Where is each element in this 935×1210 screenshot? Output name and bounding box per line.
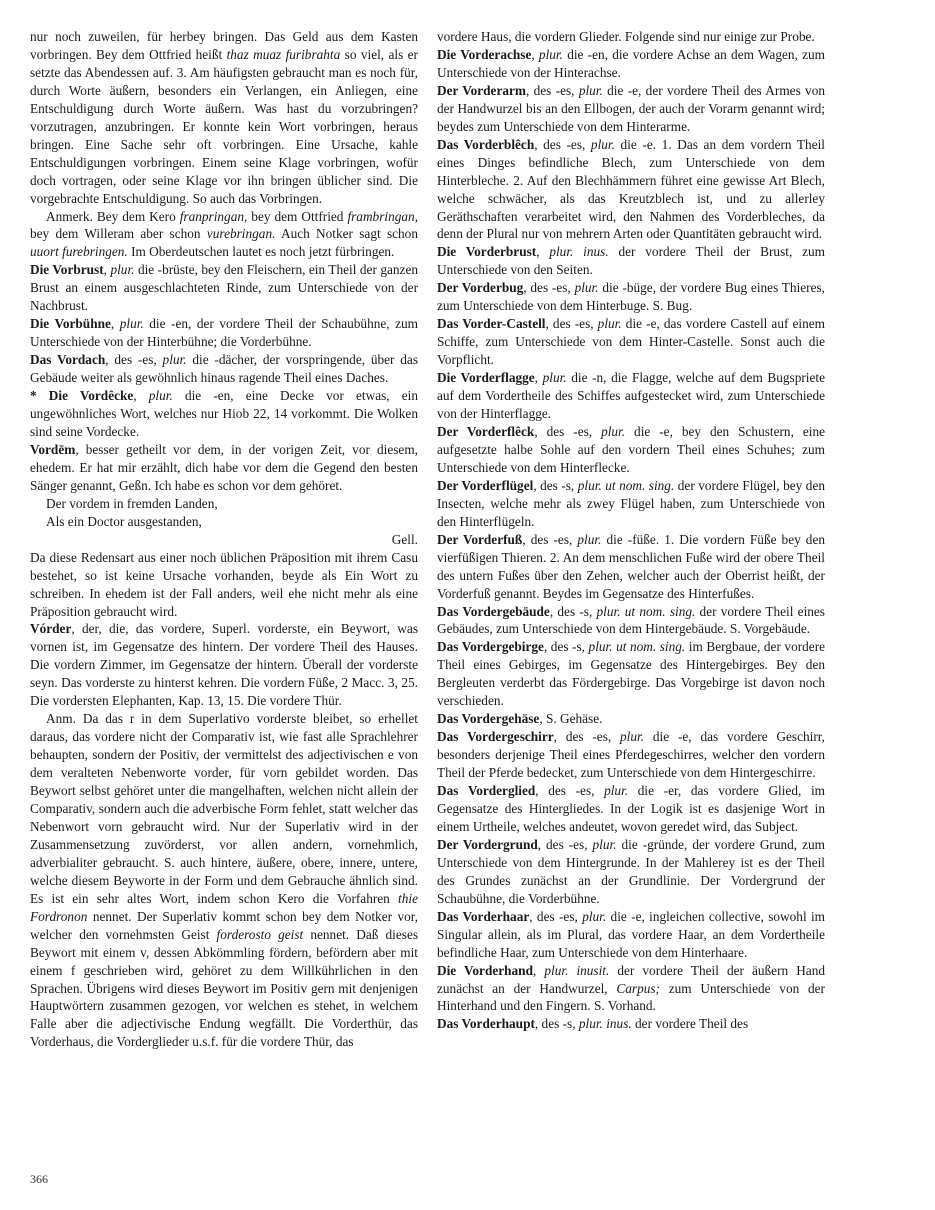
italic-term: plur. xyxy=(582,908,607,924)
entry-text: Gell. xyxy=(391,531,418,547)
italic-term: plur. xyxy=(538,46,563,62)
entry-text: Im Oberdeutschen lautet es noch jetzt fürbringen. xyxy=(127,244,395,260)
dictionary-entry xyxy=(437,279,825,315)
italic-term: plur. xyxy=(578,82,603,98)
entry-text: die -gründe, der vordere Grund, zum Unterschiede von dem Hintergrunde. In der Mahlerey ist es der Theil des Grundes zunächst an der Grundlinie. Der Vordergrund der Schaubühne, die Vorderbühne. xyxy=(437,836,825,906)
dictionary-entry xyxy=(437,243,825,279)
entry-text: , des -es, xyxy=(535,783,605,799)
entry-text: die -en, eine Decke vor etwas, ein ungewöhnliches Wort, welches nur Hiob 22, 14 vorkommt. Die Wolken sind seine Vordecke. xyxy=(30,388,418,439)
entry-text: so viel, als er setzte das Abendessen auf. 3. Am häufigsten gebraucht man es noch für, durch Worte äußern, besonders ein Verlangen, ein Anliegen, eine Entschuldigung durch Worte äußern. Was hast du vorzubringen? vorzutragen, anzubringen. Er konnte kein Wort vorbringen, heraus bringen. Eine Sache sehr oft vorbringen. Eine Ursache, kahle Entschuldigungen vorbringen. Einem seine Klage vorbringen, wofür doch vortragen, oder seine Klage vor ihn bringen üblicher sind. Die vorgebrachte Entschuldigung. So auch das Vorbringen. xyxy=(30,46,418,206)
italic-term: plur. xyxy=(119,316,144,332)
entry-headword: * Die Vordêcke xyxy=(30,388,134,404)
entry-text: , des -s, xyxy=(549,603,597,619)
italic-term: plur. xyxy=(577,531,602,547)
italic-term: franpringan, xyxy=(179,208,248,224)
paragraph xyxy=(30,208,418,262)
dictionary-entry xyxy=(437,962,825,1016)
entry-text: die -en, die vordere Achse an dem Wagen, zum Unterschiede von der Hinterachse. xyxy=(437,46,825,80)
entry-text: , des -es, xyxy=(526,82,579,98)
dictionary-entry xyxy=(437,369,825,423)
entry-text: im Bergbaue, der vordere Theil eines Gebirges, im Gegensatze des Hintergebirges. Bey den Bergleuten verderbt das Fördergebirge. Das Vorgebirge ist davon noch verschieden. xyxy=(437,639,826,709)
italic-term: frambringan, xyxy=(347,208,418,224)
entry-headword: Das Vorderglied xyxy=(437,783,536,799)
italic-term: plur. xyxy=(590,136,615,152)
entry-headword: Das Vorder-Castell xyxy=(437,316,546,332)
quote-attribution xyxy=(30,531,418,549)
entry-headword: Das Vordergehäse xyxy=(437,711,540,727)
italic-term: plur. ut nom. sing. xyxy=(596,603,696,619)
italic-term: uuort furebringen. xyxy=(30,244,128,260)
paragraph xyxy=(30,28,418,208)
italic-term: thie Fordronon xyxy=(30,890,418,924)
entry-headword: Die Vorbrust xyxy=(30,262,104,278)
italic-term: thaz muaz furibrahta xyxy=(226,46,341,62)
entry-text: , des -s, xyxy=(534,1016,579,1032)
entry-text: die -füße. 1. Die vordern Füße bey den vierfüßigen Thieren. 2. An dem menschlichen Fuße wird der obere Theil des untern Fußes über den Zehen, welcher auch der Oberrist heißt, der Vorderfuß genannt. Beydes im Gegensatze des Hinterfußes. xyxy=(437,531,825,601)
entry-text: , xyxy=(133,388,149,404)
entry-headword: Der Vorderflügel xyxy=(437,477,534,493)
italic-term: plur. xyxy=(601,423,626,439)
entry-text: , des -es, xyxy=(105,352,163,368)
italic-term: plur. xyxy=(574,280,599,296)
entry-text: die -n, die Flagge, welche auf dem Bugspriete auf dem Vordertheile des Schiffes aufgestecket wird, zum Unterschiede von der Hinterflagge. xyxy=(437,370,825,422)
dictionary-entry xyxy=(437,136,825,244)
italic-term: plur. inusit. xyxy=(544,962,610,978)
italic-term: plur. ut nom. sing. xyxy=(588,639,686,655)
entry-headword: Das Vordergeschirr xyxy=(437,729,554,745)
entry-headword: Das Vorderblêch xyxy=(437,136,535,152)
entry-text: , des -es, xyxy=(534,136,591,152)
paragraph xyxy=(30,710,418,1051)
italic-term: plur. xyxy=(592,836,617,852)
entry-headword: Der Vorderbug xyxy=(437,280,524,296)
entry-text: die -er, das vordere Glied, im Gegensatze des Hintergliedes. In der Logik ist es dasjenige Wort in einem Urtheile, welches andeutet, wovon geredet wird, das Subject. xyxy=(437,783,825,834)
dictionary-entry xyxy=(437,782,825,836)
entry-text: Da diese Redensart aus einer noch üblichen Präposition mit ihrem Casu bestehet, so ist keine Ursache vorhanden, beyde als Ein Wort zu schreiben. In ehedem ist der Fall anders, weil ehe nicht mehr als eine Präposition gebraucht wird. xyxy=(30,549,418,619)
right-column xyxy=(437,28,825,1033)
entry-text: , des -es, xyxy=(529,908,583,924)
entry-text: , des -es, xyxy=(545,316,598,332)
entry-headword: Das Vorderhaar xyxy=(437,908,530,924)
italic-term: plur. inus. xyxy=(578,1016,632,1032)
verse-line xyxy=(30,495,418,513)
entry-text: nennet. Daß dieses Beywort mit einem v, dessen Abkömmling fördern, befördern aber mit einem f geschrieben wird, gehöret zu dem Willkührlichen in den Sprachen. Übrigens wird dieses Beywort im Positiv gern mit denjenigen Hauptwörtern zusammen gezogen, vor welchen es stehet, in welchem Falle aber die adjectivische Endung wegfällt. Die Vorderthür, das Vorderhaus, die Vorderglieder u.s.f. für die vordere Thür, das xyxy=(30,926,419,1050)
entry-headword: Der Vorderarm xyxy=(437,82,526,98)
dictionary-entry xyxy=(437,603,825,639)
entry-text: Als ein Doctor ausgestanden, xyxy=(46,513,202,529)
entry-text: die -dächer, der vorspringende, über das Gebäude weiter als gewöhnlich hinaus ragende Theil eines Daches. xyxy=(30,352,418,386)
entry-headword: Die Vorderflagge xyxy=(437,370,535,386)
dictionary-entry xyxy=(437,710,825,728)
entry-text: , xyxy=(532,962,545,978)
entry-headword: Die Vorderbrust xyxy=(437,244,537,260)
entry-text: der vordere Theil des xyxy=(631,1016,749,1032)
entry-headword: Die Vorbühne xyxy=(30,316,111,332)
entry-text: die -e, das vordere Geschirr, besonders derjenige Theil eines Pferdegeschirres, welcher den vordern Theil der Pferde bedecket, zum Unterschiede von dem Hintergeschirre. xyxy=(437,729,825,781)
entry-headword: Das Vordergebirge xyxy=(437,639,544,655)
left-column xyxy=(30,28,418,1051)
dictionary-entry xyxy=(437,836,825,908)
entry-text: der vordere Flügel, bey den Insecten, welche mehr als zwey Flügel haben, zum Unterschiede von den Hinterflügeln. xyxy=(437,477,825,529)
entry-text: Anm. Da das r in dem Superlativo vorderste bleibet, so erhellet daraus, das vordere nicht der Comparativ ist, wie fast alle Sprachlehrer behaupten, sondern der Positiv, der vermittelst des adjectivischen e von dem veralteten Nebenworte vorder, für vorn gebildet worden. Das Beywort selbst gehöret unter die mangelhaften, welchen nicht allein der Comparativ, sondern auch die adverbische Form fehlet, statt welcher das Nebenwort vorn gebraucht wird. Nur der Superlativ wird in der Zusammensetzung zuvörderst, vor allen andern, vornehmlich, adverbialiter gebraucht. S. auch hintere, äußere, obere, innere, untere, welche diesem Beyworte in der Form und dem Gebrauche ähnlich sind. Es ist ein sehr altes Wort, indem schon Kero die Vorfahren xyxy=(30,711,418,906)
italic-term: vurebringan. xyxy=(206,226,276,242)
dictionary-entry xyxy=(437,82,825,136)
entry-text: die -e, ingleichen collective, sowohl im Singular allein, als im Plural, das vordere Haar, an dem Vordertheile befindliche Haar, zum Unterschiede von dem Hinterhaare. xyxy=(437,908,826,960)
entry-headword: Das Vordach xyxy=(30,352,106,368)
entry-text: zum Unterschiede von der Hinterhand und den Fingern. S. Vorhand. xyxy=(437,980,825,1014)
entry-text: , xyxy=(110,316,120,332)
entry-text: , des -s, xyxy=(533,477,578,493)
dictionary-entry xyxy=(437,1015,825,1033)
italic-term: plur. xyxy=(542,370,567,386)
entry-text: , xyxy=(531,46,539,62)
entry-headword: Vórder xyxy=(30,621,72,637)
dictionary-entry xyxy=(30,351,418,387)
italic-term: plur. xyxy=(604,783,629,799)
entry-text: bey dem Ottfried xyxy=(247,208,348,224)
entry-text: die -büge, der vordere Bug eines Thieres, zum Unterschiede von dem Hinterbuge. S. Bug. xyxy=(437,280,826,314)
italic-term: plur. xyxy=(162,352,187,368)
entry-text: Anmerk. Bey dem Kero xyxy=(46,208,180,224)
dictionary-entry xyxy=(437,423,825,477)
entry-text: die -e, der vordere Theil des Armes von der Handwurzel bis an den Ellbogen, der auch der Vorarm genannt wird; beydes zum Unterschiede von dem Hinterarme. xyxy=(437,82,825,134)
entry-text: nennet. Der Superlativ kommt schon bey dem Notker vor, welcher den vornehmsten Geist xyxy=(30,908,418,942)
italic-term: plur. xyxy=(110,262,135,278)
entry-text: vordere Haus, die vordern Glieder. Folgende sind nur einige zur Probe. xyxy=(437,29,815,44)
entry-text: , xyxy=(534,370,543,386)
entry-text: , des -es, xyxy=(537,836,593,852)
italic-term: forderosto geist xyxy=(216,926,304,942)
italic-term: plur. xyxy=(597,316,622,332)
entry-headword: Vordēm xyxy=(30,441,76,457)
entry-text: , der, die, das vordere, Superl. vorderste, ein Beywort, was vornen ist, im Gegensatze des hintern. Der vordere Theil des Hauses. Die vordern Zimmer, im Gegensatze der hintern. Überall der vorderste seyn. Das vorderste zu hinterst kehren. Die vordern Füße, 2 Macc. 3, 25. Die vordersten Elephanten, Kap. 13, 15. Die vordere Thür. xyxy=(30,621,418,709)
entry-text: Auch Notker sagt schon xyxy=(275,226,418,242)
entry-headword: Der Vordergrund xyxy=(437,836,538,852)
italic-term: plur. xyxy=(620,729,645,745)
dictionary-entry xyxy=(437,908,825,962)
italic-term: plur. inus. xyxy=(549,244,609,260)
entry-text: , besser getheilt vor dem, in der vorigen Zeit, vor diesem, ehedem. Er hat mir erzählt, dich habe vor dem die Gegend den besten Sänger genannt, Geßn. Ich habe es schon vor dem gehöret. xyxy=(30,441,418,493)
entry-text: , xyxy=(536,244,550,260)
entry-text: die -e, bey den Schustern, eine aufgesetzte halbe Sohle auf den vordern Theil eines Schuhes; zum Unterschiede von dem Hinterflecke. xyxy=(437,423,825,475)
entry-text: nur noch zuweilen, für herbey bringen. Das Geld aus dem Kasten vorbringen. Bey dem Ottfried heißt xyxy=(30,29,418,62)
italic-term: plur. ut nom. sing. xyxy=(577,477,675,493)
dictionary-entry xyxy=(30,387,418,441)
entry-headword: Das Vorderhaupt xyxy=(437,1016,535,1032)
entry-text: bey dem Willeram aber schon xyxy=(30,226,207,242)
entry-headword: Der Vorderfuß xyxy=(437,531,523,547)
entry-headword: Der Vorderflêck xyxy=(437,423,535,439)
entry-text: der vordere Theil eines Gebäudes, zum Unterschiede von dem Hintergebäude. S. Vorgebäude. xyxy=(437,603,825,637)
entry-text: der vordere Theil der Brust, zum Unterschiede von den Seiten. xyxy=(437,244,825,278)
entry-text: , xyxy=(103,262,111,278)
entry-text: , des -es, xyxy=(522,531,578,547)
dictionary-entry xyxy=(437,531,825,603)
entry-headword: Die Vorderhand xyxy=(437,962,533,978)
italic-term: Carpus; xyxy=(616,980,660,996)
entry-text: , des -es, xyxy=(534,423,602,439)
entry-text: Der vordem in fremden Landen, xyxy=(46,495,218,511)
entry-text: die -e, das vordere Castell auf einem Schiffe, zum Unterschiede von dem Hinter-Castelle. Sonst auch die Vorpflicht. xyxy=(437,316,825,368)
dictionary-entry xyxy=(30,261,418,315)
entry-text: , S. Gehäse. xyxy=(539,711,603,727)
entry-text: der vordere Theil der äußern Hand zunächst an der Handwurzel, xyxy=(437,962,826,996)
paragraph xyxy=(30,549,418,621)
entry-text: , des -es, xyxy=(553,729,621,745)
entry-text: die -en, der vordere Theil der Schaubühne, zum Unterschiede von der Hinterbühne; die Vorderbühne. xyxy=(30,316,418,350)
entry-text: die -e. 1. Das an dem vordern Theil eines Dinges befindliche Blech, zum Unterschiede von dem Hinterbleche. 2. Auf den Blechhämmern führet eine gewisse Art Blech, welche schwächer, als das Kreutzblech ist, und zu allerley Geräthschaften verarbeitet wird, den Nahmen des Vorderbleches, da denn der Plural nur von mehrern Arten oder Quantitäten gebraucht wird. xyxy=(437,136,825,242)
entry-text: , des -s, xyxy=(543,639,589,655)
paragraph xyxy=(437,28,825,46)
page-number: 366 xyxy=(30,1172,48,1186)
entry-headword: Die Vorderachse xyxy=(437,46,532,62)
verse-line xyxy=(30,513,418,531)
entry-text: die -brüste, bey den Fleischern, ein Theil der ganzen Brust an einem ausgeschlachteten Rinde, zum Unterschiede von der Nachbrust. xyxy=(30,262,418,314)
dictionary-entry xyxy=(437,728,825,782)
dictionary-entry xyxy=(437,46,825,82)
dictionary-entry xyxy=(30,620,418,710)
dictionary-entry xyxy=(437,477,825,531)
dictionary-entry xyxy=(30,315,418,351)
italic-term: plur. xyxy=(148,388,173,404)
dictionary-entry xyxy=(437,315,825,369)
dictionary-entry xyxy=(30,441,418,495)
entry-headword: Das Vordergebäude xyxy=(437,603,550,619)
entry-text: , des -es, xyxy=(523,280,575,296)
dictionary-entry xyxy=(437,638,825,710)
